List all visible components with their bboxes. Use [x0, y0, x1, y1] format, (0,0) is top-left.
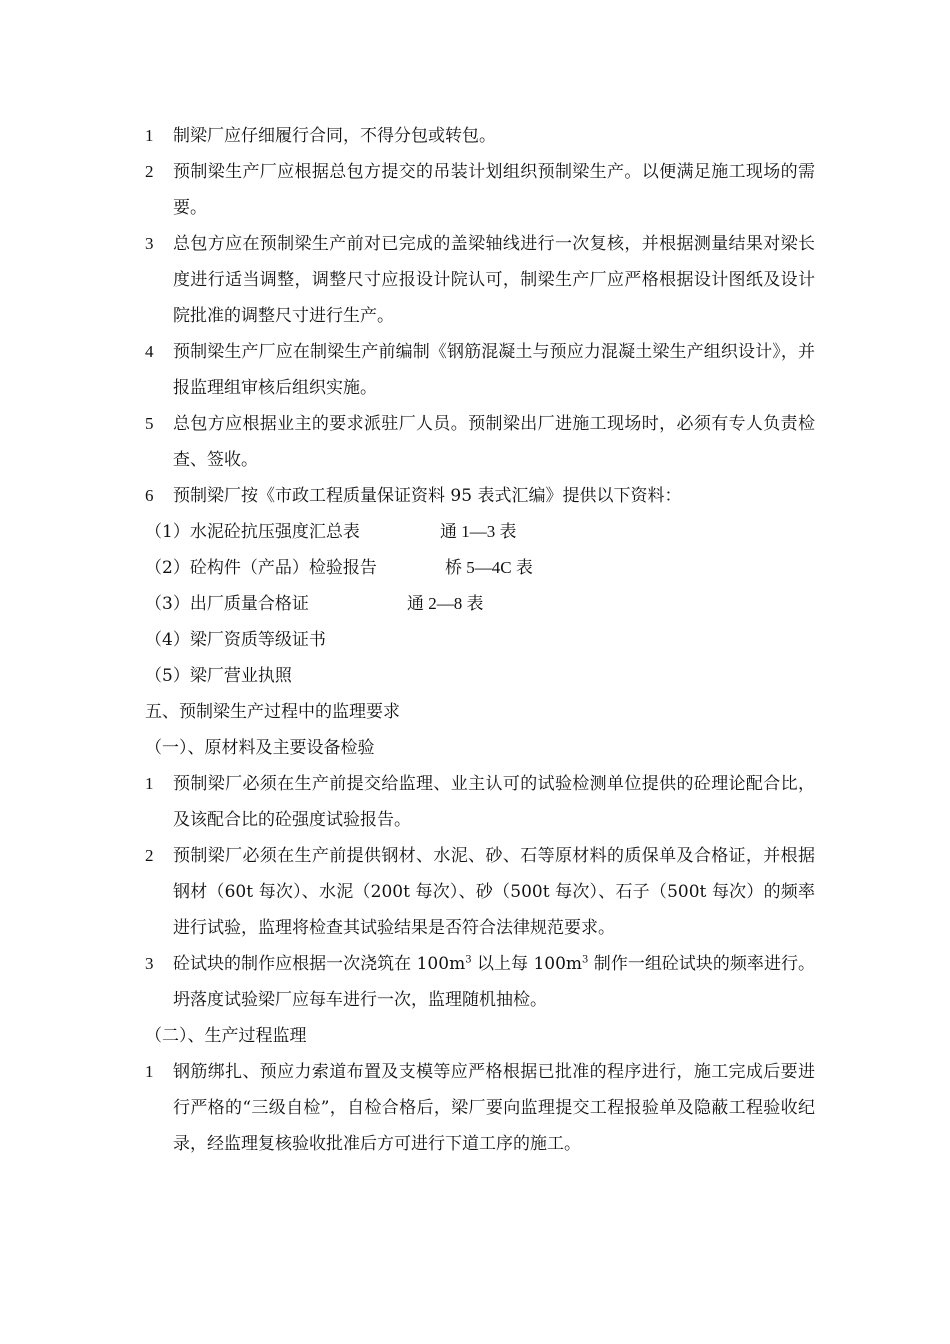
superscript: 3	[465, 954, 472, 966]
item-text: 预制梁生产厂应在制梁生产前编制《钢筋混凝土与预应力混凝土梁生产组织设计》，并报监理组审核后组织实施。	[173, 342, 815, 398]
item-number: 1	[145, 126, 154, 145]
material-label: （2）砼构件（产品）检验报告	[145, 558, 377, 578]
list-item	[145, 154, 815, 226]
list-item	[145, 766, 815, 838]
list-item	[145, 406, 815, 478]
list-item	[145, 1054, 815, 1162]
list-item	[145, 118, 815, 154]
material-label: （1）水泥砼抗压强度汇总表	[145, 522, 360, 542]
item-text: 总包方应根据业主的要求派驻厂人员。预制梁出厂进施工现场时，必须有专人负责检查、签收。	[173, 414, 815, 470]
item-number: 5	[145, 414, 154, 433]
list-item	[145, 946, 815, 1018]
list-item	[145, 226, 815, 334]
subsection-heading: （一）、原材料及主要设备检验	[145, 738, 375, 758]
material-row	[145, 514, 815, 550]
subsection-heading: （二）、生产过程监理	[145, 1026, 307, 1046]
material-form-code: 桥 5—4C 表	[445, 558, 533, 577]
item-number: 3	[145, 234, 154, 253]
item-number: 3	[145, 954, 154, 973]
material-form-code: 通 1—3 表	[440, 522, 517, 541]
list-item	[145, 478, 815, 514]
list-item	[145, 334, 815, 406]
list-item	[145, 838, 815, 946]
item-number: 4	[145, 342, 154, 361]
material-label: （4）梁厂资质等级证书	[145, 630, 326, 650]
item-text: 预制梁厂必须在生产前提交给监理、业主认可的试验检测单位提供的砼理论配合比，及该配合比的砼强度试验报告。	[173, 774, 815, 830]
document-body	[145, 118, 815, 1162]
item-number: 1	[145, 1062, 154, 1081]
item-text: 预制梁厂按《市政工程质量保证资料 95 表式汇编》提供以下资料：	[173, 486, 682, 506]
item-text-part: 以上每 100m	[471, 954, 583, 974]
item-text-part: 制作一组砼试块的频率进行。坍落度试验梁厂应每车进行一次，监理随机抽检。	[173, 954, 815, 1010]
material-row	[145, 586, 815, 622]
superscript: 3	[582, 954, 589, 966]
item-number: 2	[145, 846, 154, 865]
item-text	[173, 946, 815, 1018]
item-text: 预制梁厂必须在生产前提供钢材、水泥、砂、石等原材料的质保单及合格证，并根据钢材（60t 每次）、水泥（200t 每次）、砂（500t 每次）、石子（500t 每次）的频率进行试验，监理将检查其试验结果是否符合法律规范要求。	[173, 846, 815, 938]
material-row	[145, 658, 815, 694]
item-number: 1	[145, 774, 154, 793]
item-text: 总包方应在预制梁生产前对已完成的盖梁轴线进行一次复核，并根据测量结果对梁长度进行适当调整，调整尺寸应报设计院认可，制梁生产厂应严格根据设计图纸及设计院批准的调整尺寸进行生产。	[173, 234, 815, 326]
item-text-part: 砼试块的制作应根据一次浇筑在 100m	[173, 954, 466, 974]
material-label: （3）出厂质量合格证	[145, 594, 309, 614]
material-row	[145, 550, 815, 586]
section-heading: 五、预制梁生产过程中的监理要求	[145, 702, 400, 722]
item-number: 2	[145, 162, 154, 181]
material-row	[145, 622, 815, 658]
item-text: 钢筋绑扎、预应力索道布置及支模等应严格根据已批准的程序进行，施工完成后要进行严格的“三级自检”，自检合格后，梁厂要向监理提交工程报验单及隐蔽工程验收纪录，经监理复核验收批准后方可进行下道工序的施工。	[173, 1062, 815, 1154]
material-label: （5）梁厂营业执照	[145, 666, 292, 686]
item-number: 6	[145, 486, 154, 505]
item-text: 预制梁生产厂应根据总包方提交的吊装计划组织预制梁生产。以便满足施工现场的需要。	[173, 162, 815, 218]
item-text: 制梁厂应仔细履行合同，不得分包或转包。	[173, 126, 496, 146]
material-form-code: 通 2—8 表	[407, 594, 484, 613]
